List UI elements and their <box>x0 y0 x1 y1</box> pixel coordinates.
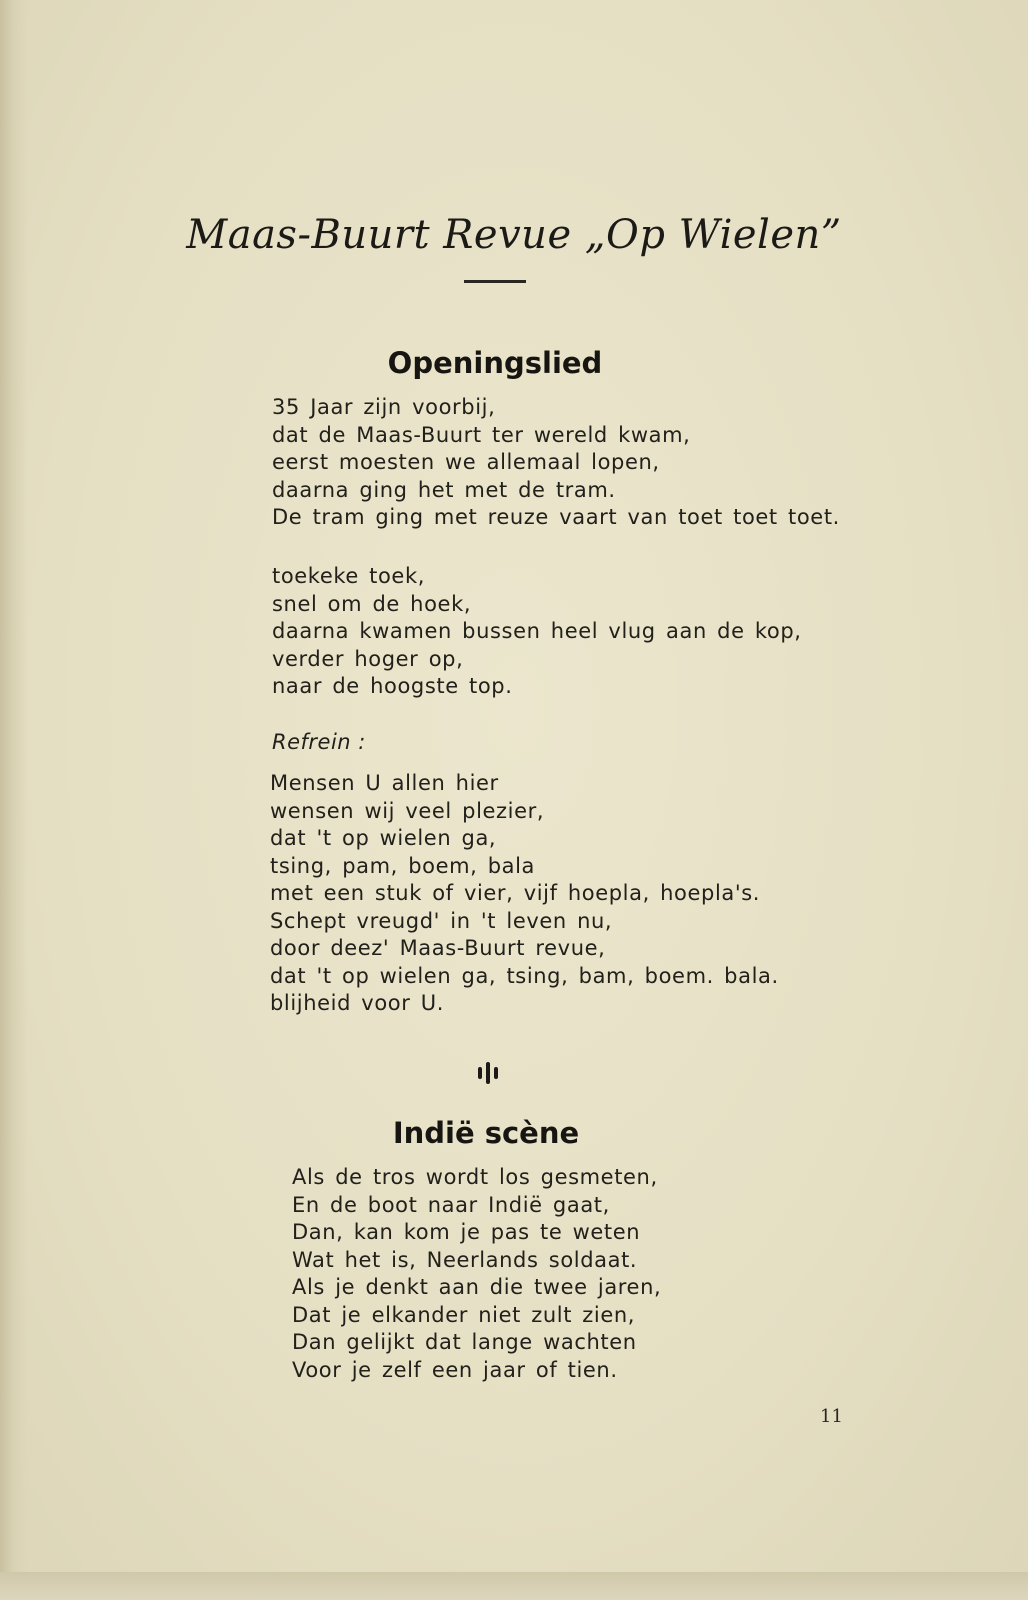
openingslied-stanza-2 <box>272 563 802 701</box>
verse-line: Voor je zelf een jaar of tien. <box>292 1357 618 1382</box>
verse-line: door deez' Maas-Buurt revue, <box>270 936 606 960</box>
verse-line: toekeke toek, <box>272 564 425 588</box>
verse-line: 35 Jaar zijn voorbij, <box>272 395 496 419</box>
openingslied-refrain <box>270 770 779 1018</box>
divider-ornament-icon <box>476 1062 500 1084</box>
page-number: 11 <box>820 1406 843 1427</box>
verse-line: snel om de hoek, <box>272 591 472 616</box>
verse-line: Dan, kan kom je pas te weten <box>292 1220 641 1244</box>
verse-line: Mensen U allen hier <box>270 771 499 795</box>
verse-line: Als je denkt aan die twee jaren, <box>292 1275 662 1299</box>
verse-line: met een stuk of vier, vijf hoepla, hoepla's. <box>270 881 761 905</box>
verse-line: naar de hoogste top. <box>272 674 513 698</box>
verse-line: blijheid voor U. <box>270 991 444 1015</box>
verse-line: Als de tros wordt los gesmeten, <box>292 1165 658 1189</box>
verse-line: dat de Maas-Buurt ter wereld kwam, <box>272 422 691 447</box>
verse-line: daarna kwamen bussen heel vlug aan de kop, <box>272 619 802 643</box>
section-heading-indie-scene: Indië scène <box>392 1116 580 1150</box>
indie-scene-stanza <box>292 1164 661 1384</box>
verse-line: De tram ging met reuze vaart van toet toet toet. <box>272 505 840 529</box>
verse-line: Dan gelijkt dat lange wachten <box>292 1330 637 1354</box>
section-heading-openingslied: Openingslied <box>387 346 603 380</box>
verse-line: wensen wij veel plezier, <box>270 798 545 823</box>
verse-line: Wat het is, Neerlands soldaat. <box>292 1247 638 1272</box>
openingslied-stanza-1 <box>272 394 840 532</box>
page-bottom-edge <box>0 1572 1028 1600</box>
verse-line: eerst moesten we allemaal lopen, <box>272 450 660 474</box>
page-title: Maas-Buurt Revue „Op Wielen” <box>186 212 842 258</box>
refrain-label: Refrein : <box>272 730 366 754</box>
verse-line: daarna ging het met de tram. <box>272 477 616 502</box>
verse-line: dat 't op wielen ga, tsing, bam, boem. bala. <box>270 963 779 988</box>
verse-line: En de boot naar Indië gaat, <box>292 1192 610 1217</box>
verse-line: verder hoger op, <box>272 646 464 671</box>
title-underline <box>464 280 526 283</box>
verse-line: tsing, pam, boem, bala <box>270 853 536 878</box>
verse-line: dat 't op wielen ga, <box>270 826 497 850</box>
verse-line: Schept vreugd' in 't leven nu, <box>270 908 613 933</box>
verse-line: Dat je elkander niet zult zien, <box>292 1302 636 1327</box>
